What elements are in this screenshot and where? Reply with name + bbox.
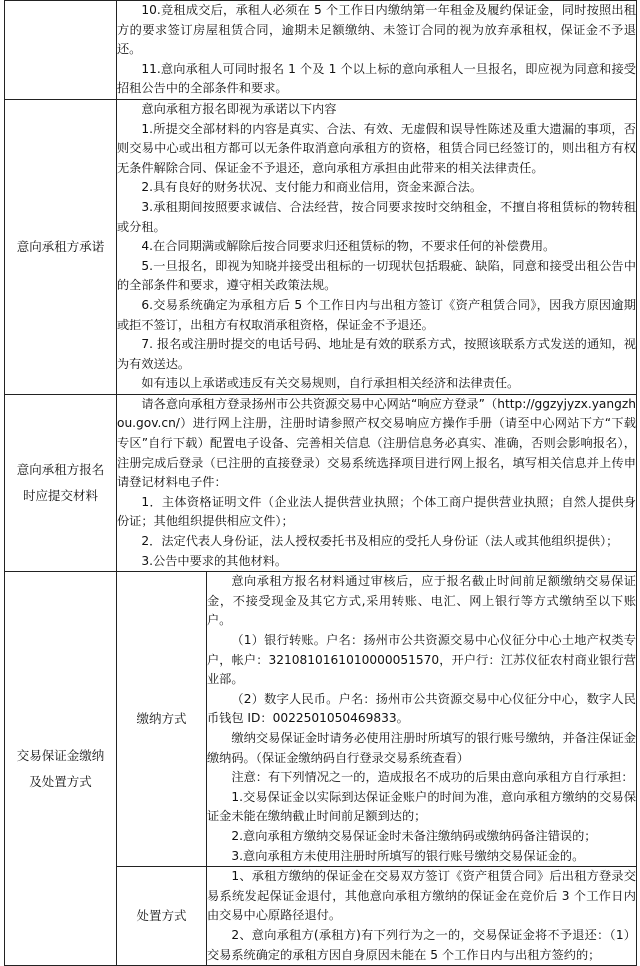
disposal-item-1: 1、承租方缴纳的保证金在交易双方签订《资产租赁合同》后出租方登录交易系统发起保证金退付，其他意向承租方缴纳的保证金在竞价后 3 个工作日内由交易中心原路径退付。 (207, 869, 636, 923)
row-label-bidder-commitment: 意向承租方承诺 (5, 99, 117, 394)
payment-notice-item-2: 2.意向承租方缴纳交易保证金时未备注缴纳码或缴纳码备注错误的； (231, 828, 597, 843)
cell-rules-continued (117, 1, 637, 100)
sublabel-disposal-method: 处置方式 (117, 867, 207, 966)
sublabel-payment-method: 缴纳方式 (117, 572, 207, 867)
label-line: 意向承租方报名 (16, 462, 105, 478)
label-line: 交易保证金缴纳 (16, 747, 105, 763)
cell-required-materials (117, 394, 637, 571)
payment-account-note: 缴纳交易保证金时请务必使用注册时所填写的银行账号缴纳，并备注保证金缴纳码。（保证金缴纳码自行登录交易系统查看） (207, 730, 636, 765)
commitment-item-3: 3.承租期间按照要求诚信、合法经营，按合同要求按时交纳租金，不擅自将租赁标的物转租或分租。 (117, 199, 636, 234)
commitment-item-2: 2.具有良好的财务状况、支付能力和商业信用，资金来源合法。 (141, 180, 483, 195)
disposal-item-2: 2、意向承租方(承租方)有下列行为之一的，交易保证金将不予退还：（1）交易系统确定的承租方因自身原因未能在 5 个工作日内与出租方签约的； (207, 927, 636, 962)
payment-notice-item-3: 3.意向承租方未使用注册时所填写的银行账号缴纳交易保证金的。 (231, 848, 585, 863)
rule-11-text: 11.意向承租人可同时报名 1 个及 1 个以上标的意向承租人一旦报名，即应视为同意和接受招租公告中的全部条件和要求。 (117, 61, 636, 96)
materials-item-2: 2．法定代表人身份证，法人授权委托书及相应的受托人身份证（法人或其他组织提供）； (141, 534, 619, 549)
materials-item-1: 1．主体资格证明文件（企业法人提供营业执照；个体工商户提供营业执照；自然人提供身份证；其他组织提供相应文件）； (117, 494, 636, 529)
cell-disposal-method (207, 867, 637, 966)
payment-digital-rmb: （2）数字人民币。户名：扬州市公共资源交易中心仪征分中心，数字人民币钱包 ID：0022501050469833。 (207, 691, 636, 726)
commitment-intro: 意向承租方报名即视为承诺以下内容 (141, 101, 337, 116)
row-label-empty (5, 1, 117, 100)
table-row (5, 572, 637, 867)
materials-intro: 请各意向承租方登录扬州市公共资源交易中心网站“响应方登录”（http://ggzyjyzx.yangzhou.gov.cn/）进行网上注册，注册时请参照产权交易响应方操作手册（请至中心网站下方“下载专区”自行下载）配置电子设备、完善相关信息（注册信息务必真实、准确，否则会影响报名），注册完成后登录（已注册的直接登录）交易系统选择项目进行网上报名，填写相关信息并上传申请登记材料电子件： (117, 396, 636, 490)
rule-10-text: 10.竞租成交后，承租人必须在 5 个工作日内缴纳第一年租金及履约保证金，同时按照出租方的要求签订房屋租赁合同，逾期未足额缴纳、未签订合同的视为放弃承租权，保证金不予退还。 (117, 3, 636, 57)
commitment-closing: 如有违以上承诺或违反有关交易规则，自行承担相关经济和法律责任。 (141, 376, 520, 391)
table-row (5, 1, 637, 100)
row-label-deposit (5, 572, 117, 966)
cell-bidder-commitment (117, 99, 637, 394)
commitment-item-6: 6.交易系统确定为承租方后 5 个工作日内与出租方签订《资产租赁合同》，因我方原因逾期或拒不签订，出租方有权取消承租资格，保证金不予退还。 (117, 297, 636, 332)
payment-notice: 注意：有下列情况之一的，造成报名不成功的后果由意向承租方自行承担： (231, 770, 634, 785)
table-row (5, 99, 637, 394)
cell-payment-method (207, 572, 637, 867)
payment-intro: 意向承租方报名材料通过审核后，应于报名截止时间前足额缴纳交易保证金，不接受现金及其它方式,采用转账、电汇、网上银行等方式缴纳至以下账户。 (207, 574, 636, 628)
payment-notice-item-1: 1.交易保证金以实际到达保证金账户的时间为准，意向承租方缴纳的交易保证金未能在缴纳截止时间前足额到达的； (207, 789, 636, 824)
materials-item-3: 3.公告中要求的其他材料。 (141, 553, 288, 568)
label-line: 时应提交材料 (22, 488, 98, 504)
lease-announcement-table (4, 0, 637, 966)
label-line: 及处置方式 (29, 773, 92, 789)
commitment-item-1: 1.所提交全部材料的内容是真实、合法、有效、无虚假和误导性陈述及重大遗漏的事项，否则交易中心或出租方都可以无条件取消意向承租方的资格，租赁合同已经签订的，则出租方有权无条件解除合同、保证金不予退还，意向承租方承担由此带来的相关法律责任。 (117, 121, 636, 175)
commitment-item-7: 7. 报名或注册时提交的电话号码、地址是有效的联系方式，按照该联系方式发送的通知，视为有效送达。 (117, 337, 636, 371)
table-row (5, 394, 637, 571)
commitment-item-4: 4.在合同期满或解除后按合同要求归还租赁标的物，不要求任何的补偿费用。 (141, 239, 556, 254)
row-label-required-materials (5, 394, 117, 571)
commitment-item-5: 5.一旦报名，即视为知晓并接受出租标的一切现状包括瑕疵、缺陷，同意和接受出租公告中的全部条件和要求，遵守相关政策法规。 (117, 258, 636, 293)
payment-bank-transfer: （1）银行转账。户名：扬州市公共资源交易中心仪征分中心土地产权类专户，帐户：3210810161010000051570，开户行：江苏仪征农村商业银行营业部。 (207, 633, 636, 687)
